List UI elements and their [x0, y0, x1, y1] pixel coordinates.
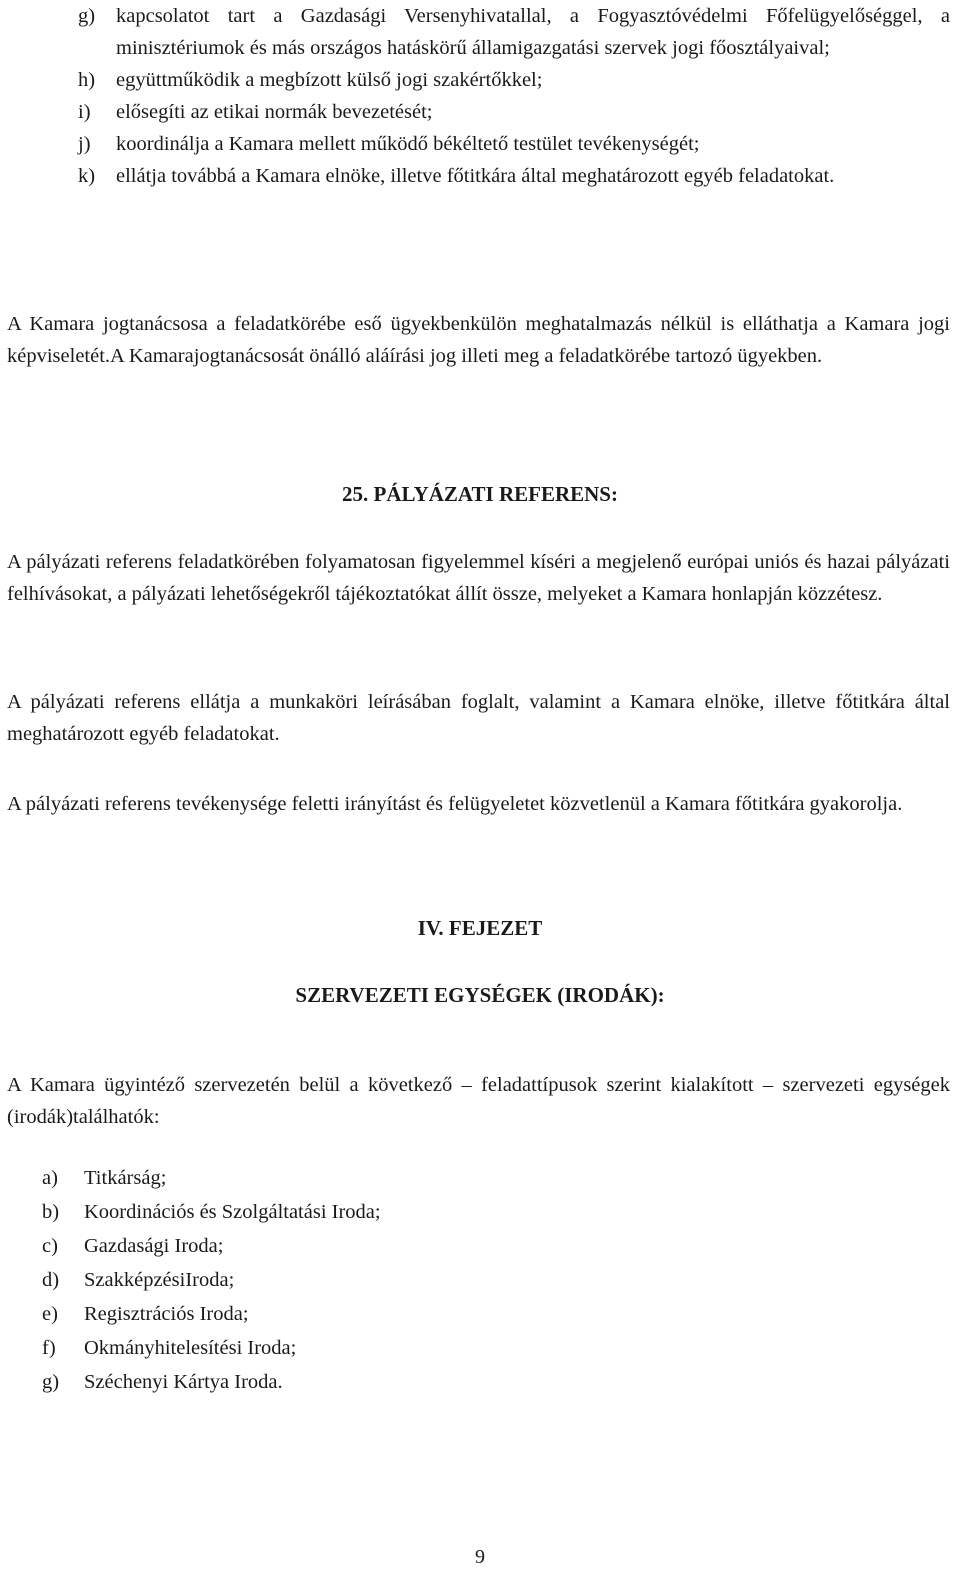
- list-marker: b): [42, 1201, 60, 1223]
- list-marker: g): [78, 5, 96, 27]
- list-item: [0, 1230, 960, 1264]
- list-item: [0, 96, 960, 128]
- list-item: [0, 1332, 960, 1366]
- list-item-text: Koordinációs és Szolgáltatási Iroda;: [84, 1201, 381, 1223]
- list-marker: c): [42, 1235, 58, 1257]
- chapter-heading: IV. FEJEZET: [417, 916, 543, 940]
- list-item-text: kapcsolatot tart a Gazdasági Versenyhivatallal, a Fogyasztóvédelmi Főfelügyelőséggel, a minisztériumok és más országos hatáskörű államigazgatási szervek jogi főosztályaival;: [116, 5, 950, 59]
- list-marker: a): [42, 1167, 58, 1189]
- list-marker: k): [78, 165, 96, 187]
- section-heading: 25. PÁLYÁZATI REFERENS:: [342, 482, 618, 506]
- list-marker: d): [42, 1269, 60, 1291]
- list-item-text: ellátja továbbá a Kamara elnöke, illetve főtitkára által meghatározott egyéb feladatokat.: [116, 165, 835, 187]
- list-item-text: Okmányhitelesítési Iroda;: [84, 1337, 297, 1359]
- grant-referent-paragraph-1: A pályázati referens feladatkörében folyamatosan figyelemmel kíséri a megjelenő európai uniós és hazai pályázati felhívásokat, a pályázati lehetőségekről tájékoztatókat állít össze, melyeket a Kamara honlapján közzétesz.: [7, 551, 950, 605]
- list-marker: e): [42, 1303, 58, 1325]
- list-item-text: koordinálja a Kamara mellett működő békéltető testület tevékenységét;: [116, 133, 700, 155]
- grant-referent-paragraph-3: A pályázati referens tevékenysége feletti irányítást és felügyeletet közvetlenül a Kamara főtitkára gyakorolja.: [7, 793, 903, 815]
- list-item: [0, 1196, 960, 1230]
- list-item-text: Titkárság;: [84, 1167, 167, 1189]
- legal-counsel-paragraph: A Kamara jogtanácsosa a feladatkörébe eső ügyekbenkülön meghatalmazás nélkül is elláthatja a Kamara jogi képviseletét.A Kamarajogtanácsosát önálló aláírási jog illeti meg a feladatkörébe tartozó ügyekben.: [7, 313, 950, 367]
- grant-referent-paragraph-2: A pályázati referens ellátja a munkaköri leírásában foglalt, valamint a Kamara elnöke, illetve főtitkára által meghatározott egyéb feladatokat.: [7, 691, 950, 745]
- units-heading: SZERVEZETI EGYSÉGEK (IRODÁK):: [295, 983, 665, 1007]
- list-item-text: Regisztrációs Iroda;: [84, 1303, 249, 1325]
- units-intro-paragraph: A Kamara ügyintéző szervezetén belül a következő – feladattípusok szerint kialakított – szervezeti egységek (irodák)találhatók:: [7, 1074, 950, 1128]
- list-item: [0, 64, 960, 96]
- list-item: [0, 128, 960, 160]
- list-marker: j): [78, 133, 91, 155]
- list-marker: i): [78, 101, 91, 123]
- list-item-text: együttműködik a megbízott külső jogi szakértőkkel;: [116, 69, 543, 91]
- list-item-text: Gazdasági Iroda;: [84, 1235, 224, 1257]
- page-number: 9: [475, 1546, 485, 1568]
- list-item: [0, 1366, 960, 1400]
- list-item: [0, 160, 960, 192]
- list-marker: g): [42, 1371, 60, 1393]
- list-item-text: elősegíti az etikai normák bevezetését;: [116, 101, 433, 123]
- list-item-text: SzakképzésiIroda;: [84, 1269, 235, 1291]
- list-marker: f): [42, 1337, 56, 1359]
- duties-list: [0, 0, 960, 192]
- list-item: [0, 1162, 960, 1196]
- units-list: [0, 1162, 960, 1400]
- list-item: [0, 0, 960, 64]
- list-item: [0, 1298, 960, 1332]
- list-marker: h): [78, 69, 96, 91]
- list-item: [0, 1264, 960, 1298]
- list-item-text: Széchenyi Kártya Iroda.: [84, 1371, 283, 1393]
